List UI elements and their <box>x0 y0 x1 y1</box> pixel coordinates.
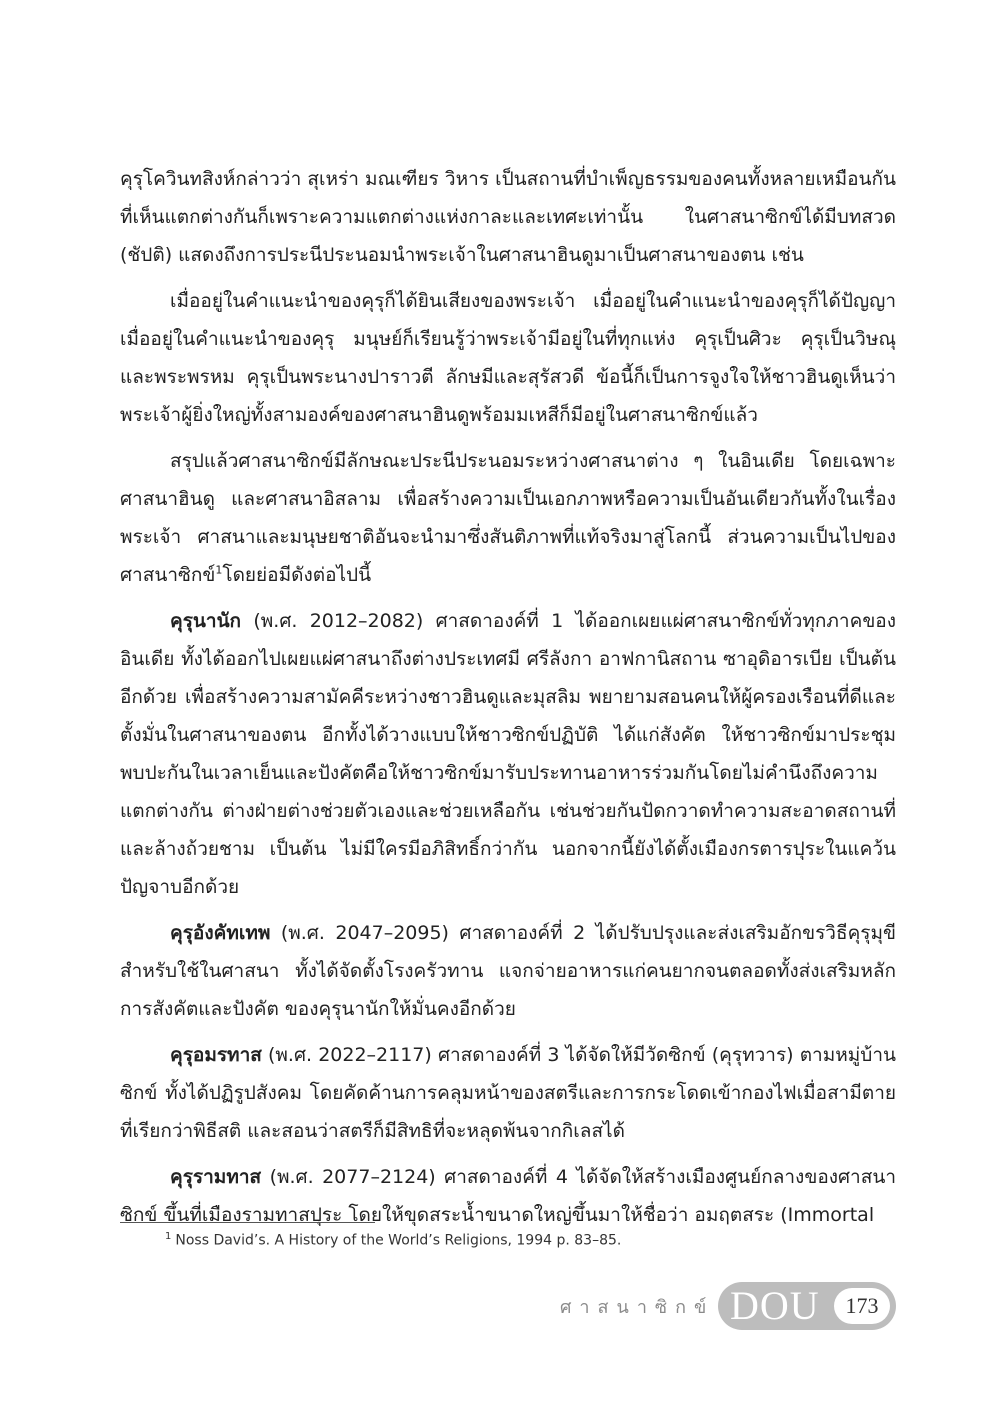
paragraph-1 <box>120 160 896 274</box>
footnote-divider <box>120 1222 375 1223</box>
guru-description: (พ.ศ. 2022–2117) ศาสดาองค์ที่ 3 ได้จัดให้มีวัดซิกข์ (คุรุทวาร) ตามหมู่บ้านซิกข์ ทั้งได้ปฏิรูปสังคม โดยคัดค้านการคลุมหน้าของสตรีและการกระโดดเข้ากองไฟเมื่อสามีตายที่เรียกว่าพิธีสติ และสอนว่าสตรีก็มีสิทธิที่จะหลุดพ้นจากกิเลสได้ <box>120 1044 896 1142</box>
guru-description: (พ.ศ. 2012–2082) ศาสดาองค์ที่ 1 ได้ออกเผยแผ่ศาสนาซิกข์ทั่วทุกภาคของอินเดีย ทั้งได้ออกไปเผยแผ่ศาสนาถึงต่างประเทศมี ศรีลังกา อาฟกานิสถาน ซาอุดิอารเบีย เป็นต้นอีกด้วย เพื่อสร้างความสามัคคีระหว่างชาวฮินดูและมุสลิม พยายามสอนคนให้ผู้ครองเรือนที่ดีและตั้งมั่นในศาสนาของตน อีกทั้งได้วางแบบให้ชาวซิกข์ปฏิบัติ ได้แก่สังคัต ให้ชาวซิกข์มาประชุมพบปะกันในเวลาเย็นและปังคัตคือให้ชาวซิกข์มารับประทานอาหารร่วมกันโดยไม่คำนึงถึงความแตกต่างกัน ต่างฝ่ายต่างช่วยตัวเองและช่วยเหลือกัน เช่นช่วยกันปัดกวาดทำความสะอาดสถานที่และล้างถ้วยชาม เป็นต้น ไม่มีใครมีอภิสิทธิ์กว่ากัน นอกจากนี้ยังได้ตั้งเมืองกรตารปุระในแคว้นปัญจาบอีกด้วย <box>120 610 896 898</box>
book-title: ศาสนาซิกข์ <box>560 1297 715 1318</box>
page-number: 173 <box>834 1288 890 1324</box>
footnote-reference[interactable]: 1 <box>215 563 223 577</box>
dou-logo: DOU <box>730 1283 820 1328</box>
footnote-number: 1 <box>165 1231 172 1242</box>
paragraph-2-text: เมื่ออยู่ในคำแนะนำของคุรุก็ได้ยินเสียงของพระเจ้า เมื่ออยู่ในคำแนะนำของคุรุก็ได้ปัญญา เมื่ออยู่ในคำแนะนำของคุรุ มนุษย์ก็เรียนรู้ว่าพระเจ้ามีอยู่ในที่ทุกแห่ง คุรุเป็นศิวะ คุรุเป็นวิษณุ และพระพรหม คุรุเป็นพระนางปาราวตี ลักษมีและสุรัสวดี ข้อนี้ก็เป็นการจูงใจให้ชาวฮินดูเห็นว่าพระเจ้าผู้ยิ่งใหญ่ทั้งสามองค์ของศาสนาฮินดูพร้อมมเหสีก็มีอยู่ในศาสนาซิกข์แล้ว <box>120 290 896 426</box>
paragraph-2 <box>120 282 896 434</box>
footnote <box>165 1231 621 1249</box>
guru-name: คุรุอมรทาส <box>170 1044 262 1066</box>
paragraph-guru-angad <box>120 914 896 1028</box>
guru-name: คุรุรามทาส <box>170 1166 262 1188</box>
dou-badge <box>718 1282 896 1330</box>
paragraph-3 <box>120 442 896 594</box>
footnote-text: Noss David’s. A History of the World’s Religions, 1994 p. 83–85. <box>175 1232 622 1249</box>
guru-description: (พ.ศ. 2047–2095) ศาสดาองค์ที่ 2 ได้ปรับปรุงและส่งเสริมอักขรวิธีคุรุมุขี สำหรับใช้ในศาสนา ทั้งได้จัดตั้งโรงครัวทาน แจกจ่ายอาหารแก่คนยากจนตลอดทั้งส่งเสริมหลักการสังคัตและปังคัต ของคุรุนานักให้มั่นคงอีกด้วย <box>120 922 896 1020</box>
guru-name: คุรุนานัก <box>170 610 242 632</box>
paragraph-3-text: สรุปแล้วศาสนาซิกข์มีลักษณะประนีประนอมระหว่างศาสนาต่าง ๆ ในอินเดีย โดยเฉพาะศาสนาฮินดู และศาสนาอิสลาม เพื่อสร้างความเป็นเอกภาพหรือความเป็นอันเดียวกันทั้งในเรื่องพระเจ้า ศาสนาและมนุษยชาติอันจะนำมาซึ่งสันติภาพที่แท้จริงมาสู่โลกนี้ ส่วนความเป็นไปของศาสนาซิกข์ <box>120 450 896 586</box>
paragraph-guru-nanak <box>120 602 896 906</box>
paragraph-guru-amar-das <box>120 1036 896 1150</box>
guru-description: (พ.ศ. 2077–2124) ศาสดาองค์ที่ 4 ได้จัดให้สร้างเมืองศูนย์กลางของศาสนาซิกข์ ขึ้นที่เมืองรามทาสปุระ โดยให้ขุดสระน้ำขนาดใหญ่ขึ้นมาให้ชื่อว่า อมฤตสระ (Immortal <box>120 1166 896 1226</box>
paragraph-3-tail: โดยย่อมีดังต่อไปนี้ <box>222 564 372 586</box>
guru-name: คุรุอังคัทเทพ <box>170 922 271 944</box>
page-body <box>120 160 896 1242</box>
page-footer <box>560 1282 900 1330</box>
paragraph-1-text: คุรุโควินทสิงห์กล่าวว่า สุเหร่า มณเฑียร วิหาร เป็นสถานที่บำเพ็ญธรรมของคนทั้งหลายเหมือนกัน ที่เห็นแตกต่างกันก็เพราะความแตกต่างแห่งกาละและเทศะเท่านั้น ในศาสนาซิกข์ได้มีบทสวด (ชัปติ) แสดงถึงการประนีประนอมนำพระเจ้าในศาสนาฮินดูมาเป็นศาสนาของตน เช่น <box>120 168 896 266</box>
